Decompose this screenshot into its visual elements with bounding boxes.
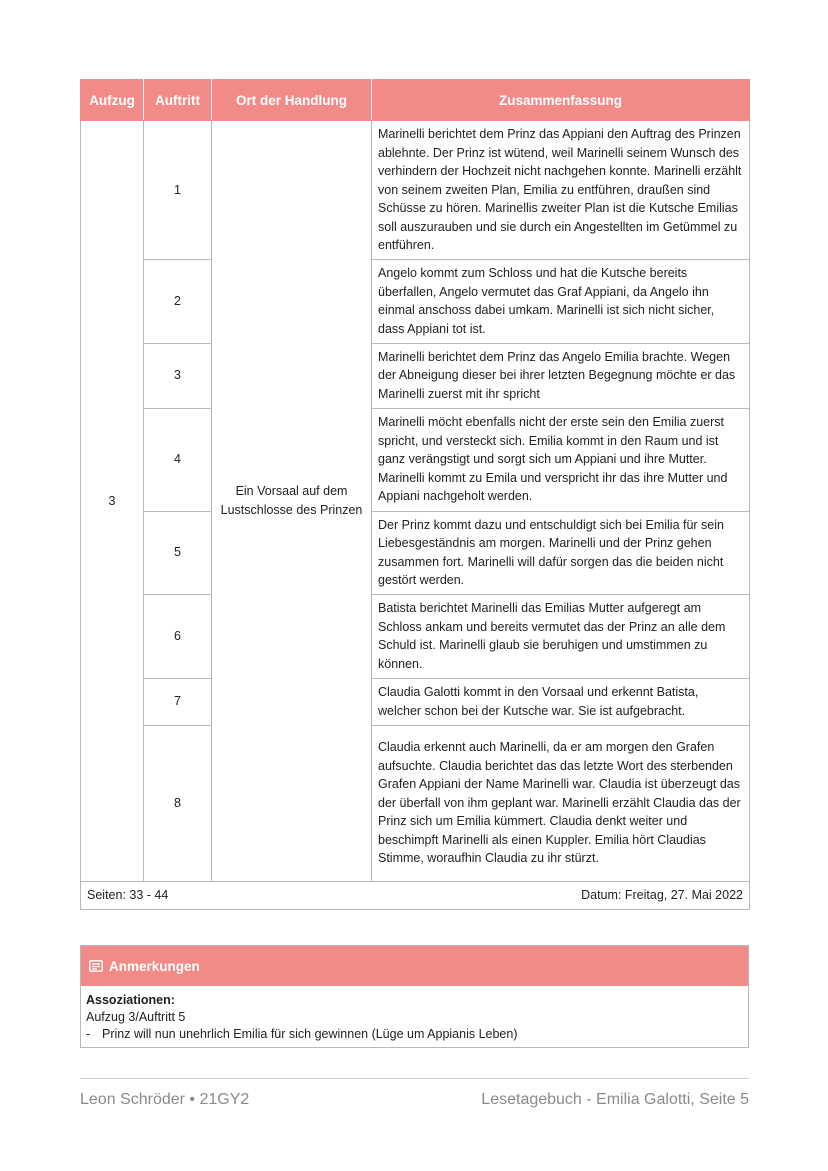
table-row — [81, 678, 750, 725]
table-row — [81, 408, 750, 511]
summary-cell: Angelo kommt zum Schloss und hat die Kutsche bereits überfallen, Angelo vermutet das Graf Appiani, da Angelo ihn einmal anschoss dabei umkam. Marinelli ist sich nicht sicher, dass Appiani tot ist. — [372, 259, 750, 343]
notes-title: Anmerkungen — [109, 958, 200, 974]
table-row — [81, 725, 750, 881]
footer-page-info: Lesetagebuch - Emilia Galotti, Seite 5 — [481, 1091, 749, 1108]
auftritt-cell: 5 — [144, 511, 212, 594]
auftritt-cell: 8 — [144, 725, 212, 881]
table-row — [81, 121, 750, 260]
notes-body — [81, 986, 748, 1047]
auftritt-cell: 2 — [144, 259, 212, 343]
footer-author: Leon Schröder • 21GY2 — [80, 1091, 250, 1108]
table-row — [81, 259, 750, 343]
auftritt-cell: 4 — [144, 408, 212, 511]
notes-icon — [89, 960, 103, 972]
notes-bullet-text: Prinz will nun unehrlich Emilia für sich gewinnen (Lüge um Appianis Leben) — [102, 1027, 518, 1041]
notes-box — [80, 945, 749, 1048]
summary-cell: Claudia Galotti kommt in den Vorsaal und erkennt Batista, welcher schon bei der Kutsche war. Sie ist aufgebracht. — [372, 678, 750, 725]
table-row — [81, 594, 750, 678]
summary-cell: Marinelli berichtet dem Prinz das Angelo Emilia brachte. Wegen der Abneigung dieser bei ihrer letzten Begegnung möchte er das Marinelli zuerst mit ihr spricht — [372, 343, 750, 408]
summary-cell: Der Prinz kommt dazu und entschuldigt sich bei Emilia für sein Liebesgeständnis am morgen. Marinelli und der Prinz gehen zusammen fort. Marinelli will dafür sorgen das die beiden nicht gestört werden. — [372, 511, 750, 594]
reading-log-table — [80, 79, 750, 910]
footer-divider — [80, 1078, 749, 1079]
notes-header — [81, 946, 748, 986]
table-row — [81, 343, 750, 408]
notes-heading: Assoziationen: — [86, 993, 175, 1007]
header-zusammenfassung: Zusammenfassung — [372, 80, 750, 121]
header-aufzug: Aufzug — [81, 80, 144, 121]
table-footer-row — [81, 881, 750, 909]
pages-label: Seiten: 33 - 44 — [87, 887, 169, 902]
date-label: Datum: Freitag, 27. Mai 2022 — [581, 887, 743, 902]
summary-cell: Marinelli berichtet dem Prinz das Appiani den Auftrag des Prinzen ablehnte. Der Prinz ist wütend, weil Marinelli seinem Wunsch des verhindern der Hochzeit nicht nachgehen konnte. Marinelli erzählt von seinem zweiten Plan, Emilia zu entführen, draußen sind Schüsse zu hören. Marinellis zweiter Plan ist die Kutsche Emilias soll auszurauben und sie durch ein Angestellten im Getümmel zu entführen. — [372, 121, 750, 260]
summary-cell: Batista berichtet Marinelli das Emilias Mutter aufgeregt am Schloss ankam und bereits vermutet das der Prinz an alle dem Schuld ist. Marinelli glaub sie beruhigen und umstimmen zu können. — [372, 594, 750, 678]
auftritt-cell: 1 — [144, 121, 212, 260]
header-ort: Ort der Handlung — [212, 80, 372, 121]
bullet-dash: - — [86, 1027, 91, 1041]
auftritt-cell: 3 — [144, 343, 212, 408]
summary-cell: Marinelli möcht ebenfalls nicht der erste sein den Emilia zuerst spricht, und versteckt sich. Emilia kommt in den Raum und ist ganz verängstigt und sorgt sich um Appiani und ihre Mutter. Marinelli kommt zu Emila und verspricht ihr das ihre Mutter und Appiani nachgeholt werden. — [372, 408, 750, 511]
list-item — [86, 1026, 743, 1043]
auftritt-cell: 7 — [144, 678, 212, 725]
table-header-row — [81, 80, 750, 121]
header-auftritt: Auftritt — [144, 80, 212, 121]
summary-cell: Claudia erkennt auch Marinelli, da er am morgen den Grafen aufsuchte. Claudia berichtet das das letzte Wort des sterbenden Grafen Appiani der Name Marinelli war. Claudia ist überzeugt das der überfall von ihm geplant war. Marinelli erzählt Claudia das der Prinz sich um Emilia kümmert. Claudia denkt weiter und beschimpft Marinelli als einen Kuppler. Emilia hört Claudias Stimme, woraufhin Claudia zu ihr stürzt. — [372, 725, 750, 881]
notes-reference: Aufzug 3/Auftritt 5 — [86, 1010, 186, 1024]
aufzug-cell: 3 — [81, 121, 144, 882]
ort-cell: Ein Vorsaal auf dem Lustschlosse des Prinzen — [212, 121, 372, 882]
auftritt-cell: 6 — [144, 594, 212, 678]
table-footer-cell — [81, 881, 750, 909]
table-row — [81, 511, 750, 594]
